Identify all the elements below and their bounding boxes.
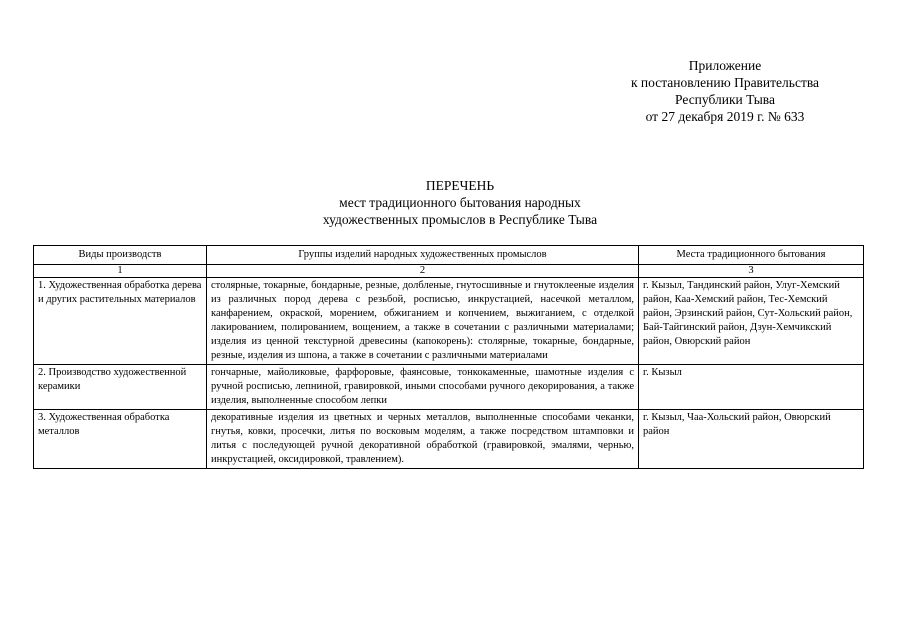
title-heading: ПЕРЕЧЕНЬ <box>425 178 495 193</box>
table-row <box>34 365 864 410</box>
row-items: столярные, токарные, бондарные, резные, долбленые, гнутосшивные и гнутоклееные изделия из различных пород дерева с резьбой, росписью, инкрустацией, насечкой металлом, канфарением, окраской, морением, обжиганием и копчением, выжиганием, с отделкой лакированием, полированием, вощением, а также в сочетании с различными материалами; изделия из ценной текстурной древесины (капокорень): столярные, токарные, бондарные, резные, изделия из шпона, а также в сочетании с различными материалами <box>207 278 639 365</box>
title-line: мест традиционного бытования народных <box>339 195 581 210</box>
row-items: декоративные изделия из цветных и черных металлов, выполненные способами чеканки, гнутья, ковки, просечки, литья по восковым моделям, а также посредством штамповки и литья с последующей ручной декоративной обработкой (гравировкой, эмалями, чернью, инкрустацией, оксидировкой, травлением). <box>207 410 639 469</box>
row-places: г. Кызыл, Чаа-Хольский район, Овюрский район <box>639 410 864 469</box>
appendix-line: Приложение <box>688 58 762 73</box>
appendix-line: Республики Тыва <box>675 92 775 107</box>
row-kind: 1. Художественная обработка дерева и других растительных материалов <box>34 278 207 365</box>
row-places: г. Кызыл, Тандинский район, Улуг-Хемский район, Каа-Хемский район, Тес-Хемский район, Эрзинский район, Сут-Хольский район, Бай-Тайгинский район, Дзун-Хемчикский район, Овюрский район <box>639 278 864 365</box>
document-title <box>230 177 690 228</box>
row-items: гончарные, майоликовые, фарфоровые, фаянсовые, тонкокаменные, шамотные изделия с ручной росписью, лепниной, гравировкой, иными способами ручного декорирования, а также изделия, выполненные способом лепки <box>207 365 639 410</box>
crafts-table <box>33 245 864 469</box>
row-kind: 3. Художественная обработка металлов <box>34 410 207 469</box>
appendix-line: к постановлению Правительства <box>630 75 820 90</box>
table-row <box>34 278 864 365</box>
title-line: художественных промыслов в Республике Тыва <box>322 212 598 227</box>
table-header-row <box>34 246 864 265</box>
row-kind: 2. Производство художественной керамики <box>34 365 207 410</box>
column-number: 1 <box>34 265 207 278</box>
column-number: 3 <box>639 265 864 278</box>
column-header-items: Группы изделий народных художественных промыслов <box>207 246 639 265</box>
row-places: г. Кызыл <box>639 365 864 410</box>
table-row <box>34 410 864 469</box>
column-header-places: Места традиционного бытования <box>639 246 864 265</box>
appendix-note <box>590 57 860 125</box>
column-number-row <box>34 265 864 278</box>
appendix-line: от 27 декабря 2019 г. № 633 <box>645 109 805 124</box>
column-number: 2 <box>207 265 639 278</box>
column-header-kind: Виды производств <box>34 246 207 265</box>
